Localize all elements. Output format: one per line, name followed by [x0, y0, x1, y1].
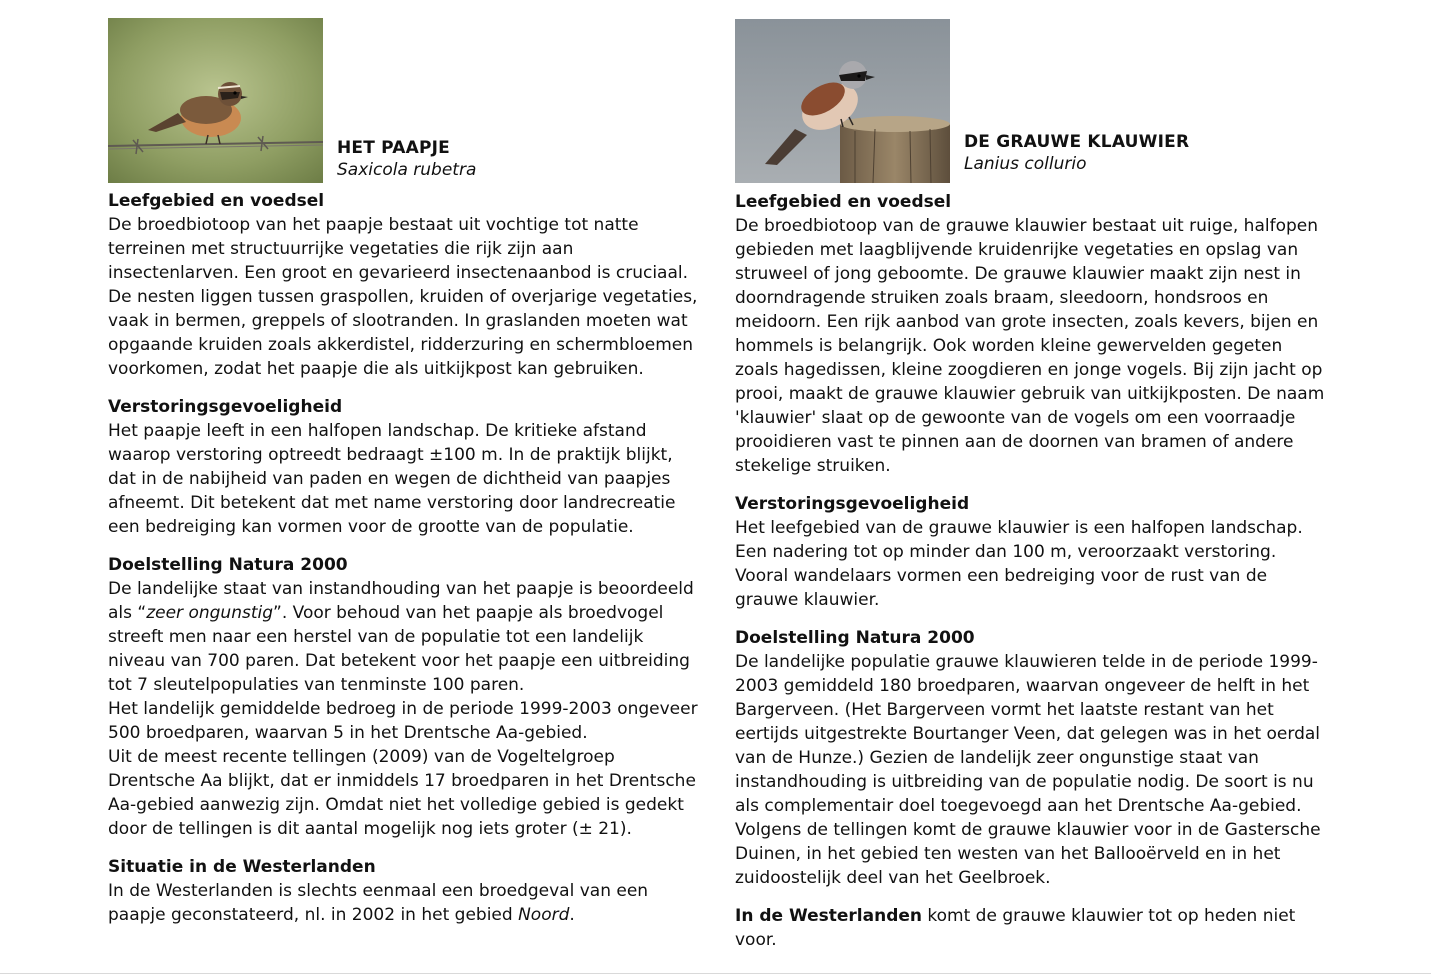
section-body: [735, 904, 1325, 952]
emphasis-text: zeer ongunstig: [146, 603, 274, 623]
species-header: [735, 18, 1325, 183]
section-title: Leefgebied en voedsel: [735, 192, 952, 212]
section-body: De broedbiotoop van het paapje bestaat uit vochtige tot natte terreinen met structuurrijke vegetaties die rijk zijn aan insectenlarven. Een groot en gevarieerd insectenaanbod is cruciaal. De nesten liggen tussen graspollen, kruiden of overjarige vegetaties, vaak in bermen, greppels of slootranden. In graslanden moeten wat opgaande kruiden zoals akkerdistel, ridderzuring en schermbloemen voorkomen, zodat het paapje die als uitkijkpost kan gebruiken.: [108, 215, 698, 379]
section-title: Doelstelling Natura 2000: [735, 628, 975, 648]
section-disturbance: [735, 492, 1325, 612]
section-title: Situatie in de Westerlanden: [108, 857, 376, 877]
section-title: Leefgebied en voedsel: [108, 191, 325, 211]
text: .: [569, 905, 575, 925]
paragraph: Het landelijk gemiddelde bedroeg in de periode 1999-2003 ongeveer 500 broedparen, waarvan 5 in het Drentsche Aa-gebied.: [108, 699, 698, 743]
species-name: HET PAAPJE: [337, 138, 450, 158]
species-latin-name: Saxicola rubetra: [337, 160, 477, 180]
right-column: [735, 18, 1325, 952]
section-natura-2000: [735, 626, 1325, 890]
section-body: De landelijke populatie grauwe klauwieren telde in de periode 1999-2003 gemiddeld 180 broedparen, waarvan ongeveer de helft in het Bargerveen. (Het Bargerveen vormt het laatste restant van het eertijds uitgestrekte Bourtanger Veen, dat gelegen was in het oerdal van de Hunze.) Gezien de landelijk zeer ongunstige staat van instandhouding is uitbreiding van de populatie nodig. De soort is nu als complementair doel toegevoegd aan het Drentsche Aa-gebied. Volgens de tellingen komt de grauwe klauwier voor in de Gastersche Duinen, in het gebied ten westen van het Ballooërveld en in het zuidoostelijk deel van het Geelbroek.: [735, 652, 1321, 888]
paragraph: [108, 577, 698, 697]
inline-title: In de Westerlanden: [735, 906, 922, 926]
text: De landelijke staat van instandhouding van het paapje is beoordeeld als “: [108, 579, 694, 623]
section-title: Verstoringsgevoeligheid: [108, 397, 343, 417]
left-column: [108, 18, 698, 927]
section-habitat: [735, 190, 1325, 478]
section-title: Doelstelling Natura 2000: [108, 555, 348, 575]
species-title-block: [964, 131, 1189, 183]
text: In de Westerlanden is slechts eenmaal een broedgeval van een paapje geconstateerd, nl. in 2002 in het gebied: [108, 881, 649, 925]
text: ”. Voor behoud van het paapje als broedvogel streeft men naar een herstel van de populatie tot een landelijk niveau van 700 paren. Dat betekent voor het paapje een uitbreiding tot 7 sleutelpopulaties van tenminste 100 paren.: [108, 603, 690, 695]
species-latin-name: Lanius collurio: [964, 154, 1087, 174]
section-body: [108, 879, 698, 927]
species-title-block: [337, 137, 476, 183]
species-name: DE GRAUWE KLAUWIER: [964, 132, 1190, 152]
section-westerlanden: [735, 904, 1325, 952]
section-habitat: [108, 189, 698, 381]
paapje-photo: [108, 18, 323, 183]
section-body: Het paapje leeft in een halfopen landschap. De kritieke afstand waarop verstoring optreedt bedraagt ±100 m. In de praktijk blijkt, dat in de nabijheid van paden en wegen de dichtheid van paapjes afneemt. Dit betekent dat met name verstoring door landrecreatie een bedreiging kan vormen voor de grootte van de populatie.: [108, 421, 676, 537]
section-body: Het leefgebied van de grauwe klauwier is een halfopen landschap. Een nadering tot op minder dan 100 m, veroorzaakt verstoring. Vooral wandelaars vormen een bedreiging voor de rust van de grauwe klauwier.: [735, 518, 1303, 610]
section-disturbance: [108, 395, 698, 539]
section-body: [108, 577, 698, 841]
page-bottom-divider: [0, 973, 1431, 974]
paragraph: Uit de meest recente tellingen (2009) van de Vogeltelgroep Drentsche Aa blijkt, dat er inmiddels 17 broedparen in het Drentsche Aa-gebied aanwezig zijn. Omdat niet het volledige gebied is gedekt door de tellingen is dit aantal mogelijk nog iets groter (± 21).: [108, 747, 696, 839]
text: komt de grauwe klauwier tot op heden niet voor.: [735, 906, 1296, 950]
section-body: De broedbiotoop van de grauwe klauwier bestaat uit ruige, halfopen gebieden met laagblijvende kruidenrijke vegetaties en opslag van struweel of jong geboomte. De grauwe klauwier maakt zijn nest in doorndragende struiken zoals braam, sleedoorn, hondsroos en meidoorn. Een rijk aanbod van grote insecten, zoals kevers, bijen en hommels is belangrijk. Ook worden kleine gewervelden gegeten zoals hagedissen, kleine zoogdieren en jonge vogels. Bij zijn jacht op prooi, maakt de grauwe klauwier gebruik van uitkijkposten. De naam 'klauwier' slaat op de gewoonte van de vogels om een voorraadje prooidieren vast te pinnen aan de doornen van bramen of andere stekelige struiken.: [735, 216, 1325, 476]
species-header: [108, 18, 698, 183]
section-westerlanden: [108, 855, 698, 927]
grauwe-klauwier-photo: [735, 19, 950, 183]
emphasis-text: Noord: [518, 905, 570, 925]
section-natura-2000: [108, 553, 698, 841]
section-title: Verstoringsgevoeligheid: [735, 494, 970, 514]
